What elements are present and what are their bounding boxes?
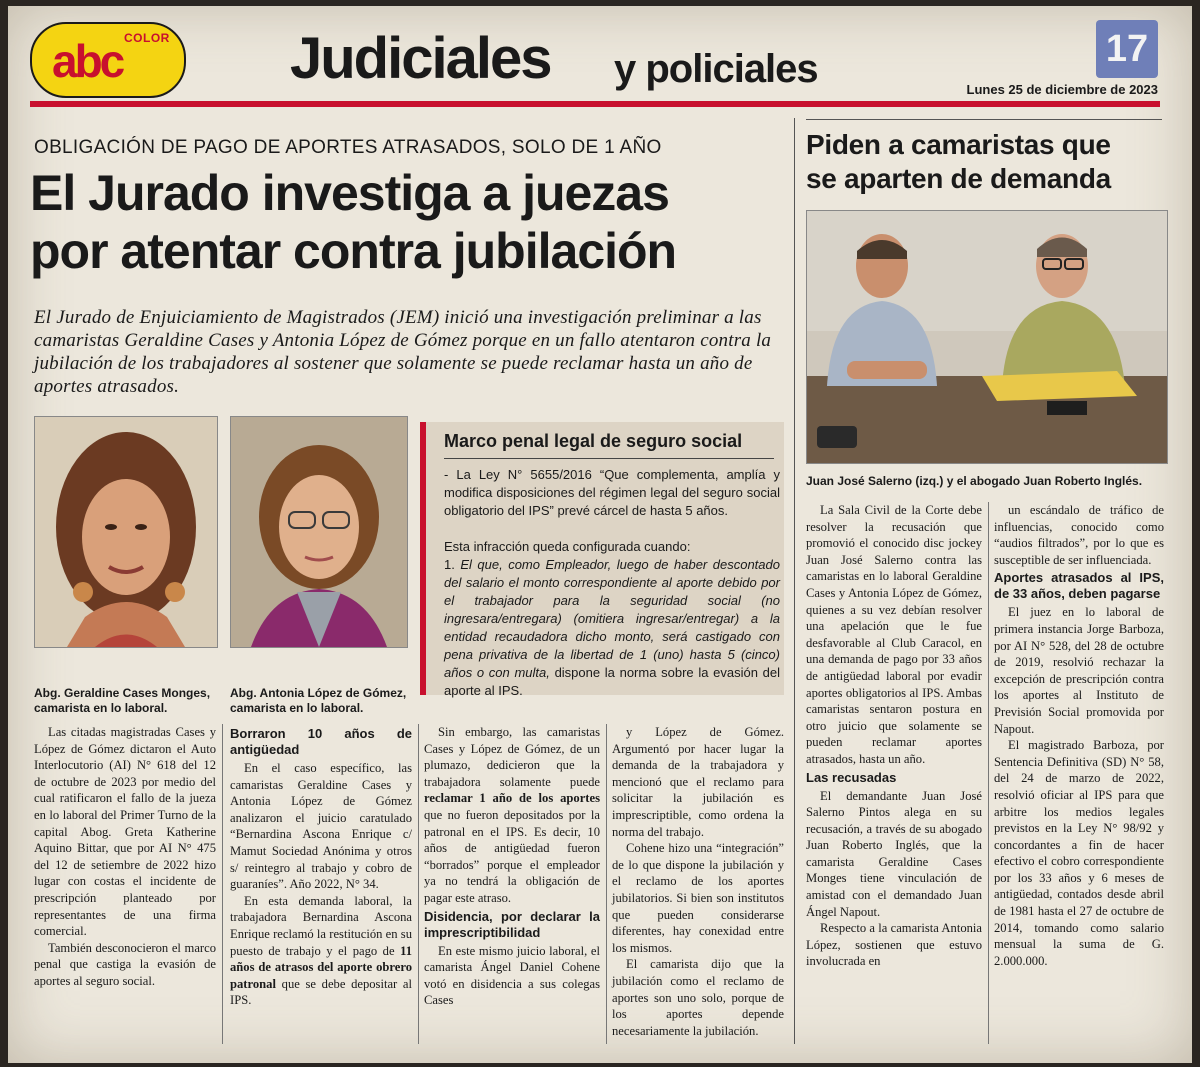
box-law-note: dispone la norma sobre la evasión del aporte al IPS. xyxy=(444,665,780,698)
main-col2-paragraph-2 xyxy=(230,893,412,1009)
side-headline-line-2: se aparten de demanda xyxy=(806,163,1111,194)
col3-p1-text-a: Sin embargo, las camaristas Cases y López de Gómez, de un plumazo, dedicieron que la trabajadora solamente puede xyxy=(424,725,600,789)
subhead-recusadas: Las recusadas xyxy=(806,769,897,785)
photo1-caption xyxy=(34,686,234,716)
article-kicker: OBLIGACIÓN DE PAGO DE APORTES ATRASADOS, SOLO DE 1 AÑO xyxy=(34,137,662,158)
photo2-caption-line2: camarista en lo laboral. xyxy=(230,701,364,715)
logo-color-text: COLOR xyxy=(124,31,170,45)
portrait-woman-2 xyxy=(231,417,407,647)
side-col1-paragraph-2: El demandante Juan José Salerno Pintos alega en su recusación, a través de su abogado Juan Roberto Inglés, que la camarista Geraldine Cases Monges tiene vinculación de amistad con el demandado Juan Ángel Napout. xyxy=(806,788,982,919)
col3-p1-bold: reclamar 1 año de los aportes xyxy=(424,791,600,806)
section-title: Judiciales xyxy=(290,26,551,91)
box-paragraph-1: - La Ley N° 5655/2016 “Que complementa, amplía y modifica disposiciones del régimen legal del seguro social obligatorio del IPS” prevé cárcel de hasta 5 años. xyxy=(444,467,780,518)
col2-p2-text-c: que se debe depositar al IPS. xyxy=(230,976,412,1008)
box-paragraph-2: Esta infracción queda configurada cuando: xyxy=(444,539,691,554)
col3-p1-text-c: que no fueron depositados por la patronal en el IPS. Es decir, 10 años de antigüedad fueron “borrados” porque el empleador ya no tendrá la obligación de pagar este atraso. xyxy=(424,807,600,905)
main-col3-paragraph-2: En este mismo juicio laboral, el camarista Ángel Daniel Cohene votó en disidencia a sus colegas Cases xyxy=(424,943,600,1008)
main-col4-paragraph-1: y López de Gómez. Argumentó por hacer lugar la demanda de la trabajadora y mencionó que el reclamo para solicitar la jubilación es imprescriptible, como ordena la norma del trabajo. xyxy=(612,725,784,839)
side-col1-paragraph-1: La Sala Civil de la Corte debe resolver la recusación que promovió el conocido disc jockey Juan José Salerno contra las camaristas en lo laboral Geraldine Cases y Antonia López de Gómez, quienes a su vez debían resolver una apelación que le fue desfavorable al Club Caracol, en una demanda de pago por 33 años de antigüedad laboral por evadir aportes obligatorios al IPS. Ambas camaristas sentaron postura en otro juicio que solamente se pueden reclamar aportes atrasados, hasta un año. xyxy=(806,503,982,766)
photo2-caption-line1: Abg. Antonia López de Gómez, xyxy=(230,686,407,700)
side-col2-p3-text-a: El magistrado Barboza, por Sentencia Definitiva (SD) N° 58, del 24 de marzo de 2022, xyxy=(994,738,1164,786)
side-col2-paragraph-3 xyxy=(994,737,1164,969)
article-divider xyxy=(794,118,795,1044)
subhead-aportes-atrasados: Aportes atrasados al IPS, de 33 años, deben pagarse xyxy=(994,570,1164,602)
photo-salerno-ingles xyxy=(806,210,1168,464)
photo-antonia-lopez xyxy=(230,416,408,648)
column-divider xyxy=(222,724,223,1044)
box-law-quote: El que, como Empleador, luego de haber descontado del salario el monto correspondiente al aporte debido por el trabajador para la seguridad social (no ingresara/entregara) (omitiera ingresar/entregar) a la entidad recaudadora dicho monto, será castigado con pena privativa de la libertad de 1 (uno) hasta 5 (cinco) años o con multa, xyxy=(444,557,780,680)
side-col1-paragraph-3: Respecto a la camarista Antonia López, sostienen que estuvo involucrada en xyxy=(806,921,982,969)
issue-date: Lunes 25 de diciembre de 2023 xyxy=(966,82,1158,97)
main-col4-paragraph-2: Cohene hizo una “integración” de lo que dispone la jubilación y el reclamo de los aportes jubilatorios. Si bien son institutos que pueden considerarse diferentes, hay conexidad entre los mismos. xyxy=(612,841,784,955)
box-item-number: 1. xyxy=(444,557,455,572)
portrait-woman-1 xyxy=(35,417,217,647)
abc-color-logo xyxy=(30,22,186,98)
box-title: Marco penal legal de seguro social xyxy=(444,431,743,451)
article-lede: El Jurado de Enjuiciamiento de Magistrados (JEM) inició una investigación preliminar a las camaristas Geraldine Cases y Antonia López de Gómez porque en un fallo atentaron contra la jubilación de los trabajadores al sostener que solamente se puede reclamar hasta un año de aportes atrasados. xyxy=(34,307,772,397)
page-number: 17 xyxy=(1105,28,1149,70)
main-col1-paragraph-1: Las citadas magistradas Cases y López de Gómez dictaron el Auto Interlocutorio (AI) N° 618 del 12 de octubre de 2023 por medio del cual ratificaron el fallo de la jueza en lo laboral del Primer Turno de la capital Abog. Greta Katherine Aquino Bittar, que por AI N° 475 del 12 de setiembre de 2022 hizo lugar con costas el incidente de prescripción planteado por representantes de una firma comercial. xyxy=(34,725,216,939)
main-column-3 xyxy=(424,724,600,1009)
photo1-caption-line2: camarista en lo laboral. xyxy=(34,701,168,715)
box-title-rule xyxy=(444,458,774,459)
photo-two-men-at-table xyxy=(807,211,1167,463)
main-col2-paragraph-1: En el caso específico, las camaristas Geraldine Cases y Antonia López de Gómez analizaron el juicio caratulado “Bernardina Ascona Enrique c/ Mamut Sociedad Anónima y otros s/ reintegro al trabajo y cobro de guaraníes”. Año 2022, N° 34. xyxy=(230,761,412,892)
col2-p2-bold: 11 años de atrasos del aporte obrero patronal xyxy=(230,943,412,991)
subhead-borraron: Borraron 10 años de antigüedad xyxy=(230,726,412,757)
column-divider xyxy=(606,724,607,1044)
side-headline-line-1: Piden a camaristas que xyxy=(806,129,1111,160)
side-col2-paragraph-2: El juez en lo laboral de primera instancia Jorge Barboza, por AI N° 528, del 28 de octubre de 2019, resolvió rechazar la excepción de prescripción contra los aportes al Instituto de Previsión Social promovida por Napout. xyxy=(994,605,1164,736)
legal-framework-box xyxy=(420,422,784,698)
side-col2-paragraph-1: un escándalo de tráfico de influencias, conocido como “audios filtrados”, por lo que es susceptible de ser influenciada. xyxy=(994,503,1164,567)
side-article-headline xyxy=(806,128,1166,196)
main-column-1 xyxy=(34,724,216,990)
page-number-box xyxy=(1096,20,1158,78)
main-col1-paragraph-2: También desconocieron el marco penal que castiga la evasión de aportes al seguro social. xyxy=(34,940,216,988)
side-column-2 xyxy=(994,502,1164,969)
column-divider xyxy=(418,724,419,1044)
photo1-caption-line1: Abg. Geraldine Cases Monges, xyxy=(34,686,211,700)
headline-line-1: El Jurado investiga a juezas xyxy=(30,165,669,221)
main-col3-paragraph-1 xyxy=(424,724,600,907)
column-divider xyxy=(988,502,989,1044)
main-column-4 xyxy=(612,724,784,1039)
side-col2-p3-text-b: resolvió oficiar al IPS para que arbitre los medios legales previstos en la Ley N° 98/92 y concordantes a fin de hacer efectivo el cobro correspondiente por los 33 años y 6 meses de antigüedad, contados desde abril de 1981 hasta el 27 de octubre de 2014, tomando como salario mensual la suma de G. 2.000.000. xyxy=(994,787,1164,968)
side-column-1 xyxy=(806,502,982,970)
side-article-top-rule xyxy=(806,119,1162,120)
article-headline xyxy=(30,164,790,280)
main-col4-paragraph-3: El camarista dijo que la jubilación como el reclamo de aportes son uno solo, porque de los aportes depende necesariamente la jubilación. xyxy=(612,957,784,1038)
photo-geraldine-cases xyxy=(34,416,218,648)
logo-abc-text: abc xyxy=(52,35,123,87)
headline-line-2: por atentar contra jubilación xyxy=(30,223,677,279)
box-paragraph-3 xyxy=(444,556,780,700)
photo2-caption xyxy=(230,686,420,716)
subhead-disidencia: Disidencia, por declarar la imprescriptibilidad xyxy=(424,908,600,940)
main-column-2 xyxy=(230,724,412,1009)
masthead-rule xyxy=(30,101,1160,107)
col2-p2-text-a: En esta demanda laboral, la trabajadora Bernardina Ascona Enrique reclamó la restitución en su puesto de trabajo y el pago de xyxy=(230,893,412,958)
newspaper-page xyxy=(8,6,1192,1063)
section-subtitle: y policiales xyxy=(614,47,818,91)
side-photo-caption: Juan José Salerno (izq.) y el abogado Juan Roberto Inglés. xyxy=(806,474,1143,488)
